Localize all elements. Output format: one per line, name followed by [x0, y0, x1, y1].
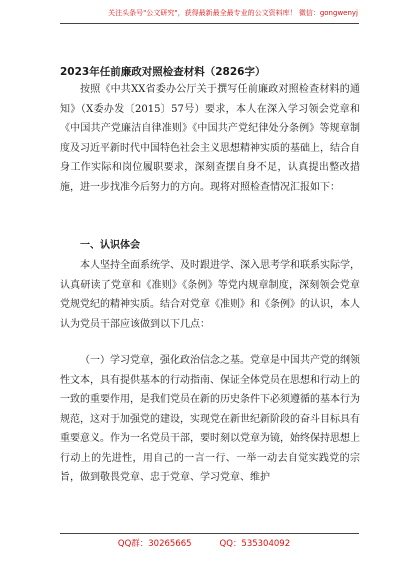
- top-banner: 关注头条号"公文研究"，获得最新最全最专业的公文资料库！ 微信：gongwenyj: [108, 9, 358, 17]
- bottom-rule: [60, 533, 359, 534]
- section-heading: 一、认识体会: [80, 240, 140, 251]
- top-rule: [60, 23, 359, 24]
- paragraph-intro: 按照《中共XX省委办公厅关于撰写任前廉政对照检查材料的通知》（X委办发〔2015〕57号）要求，本人在深入学习领会党章和《中国共产党廉洁自律准则》《中国共产党纪律处分条例》等规章制度及习近平新时代中国特色社会主义思想精神实质的基础上，结合自身工作实际和岗位履职要求，深刻查摆自身不足，认真提出整改措施，进一步找准今后努力的方向。现将对照检查情况汇报如下：: [60, 84, 360, 193]
- footer-qq-group: QQ群：30265665: [117, 539, 192, 549]
- paragraph-body-1: 本人坚持全面系统学、及时跟进学、深入思考学和联系实际学，认真研读了党章和《准则》《条例》等党内规章制度，深刻领会党章党规党纪的精神实质。结合对党章《准则》和《条例》的认识，本人认为党员干部应该做到以下几点：: [60, 260, 360, 330]
- document-title: 2023年任前廉政对照检查材料（2826字）: [60, 66, 266, 78]
- paragraph-body-2: （一）学习党章，强化政治信念之基。党章是中国共产党的纲领性文本，具有提供基本的行动指南、保证全体党员在思想和行动上的一致的重要作用，是我们党员在新的历史条件下必须遵循的基本行为规范，这对于加强党的建设，实现党在新世纪新阶段的奋斗目标具有重要意义。作为一名党员干部，要时刻以党章为镜，始终保持思想上行动上的先进性，用自己的一言一行、一举一动去自觉实践党的宗旨，做到敬畏党章、忠于党章、学习党章、维护: [60, 355, 360, 483]
- footer: [0, 537, 408, 549]
- footer-qq: QQ：535304092: [219, 539, 291, 549]
